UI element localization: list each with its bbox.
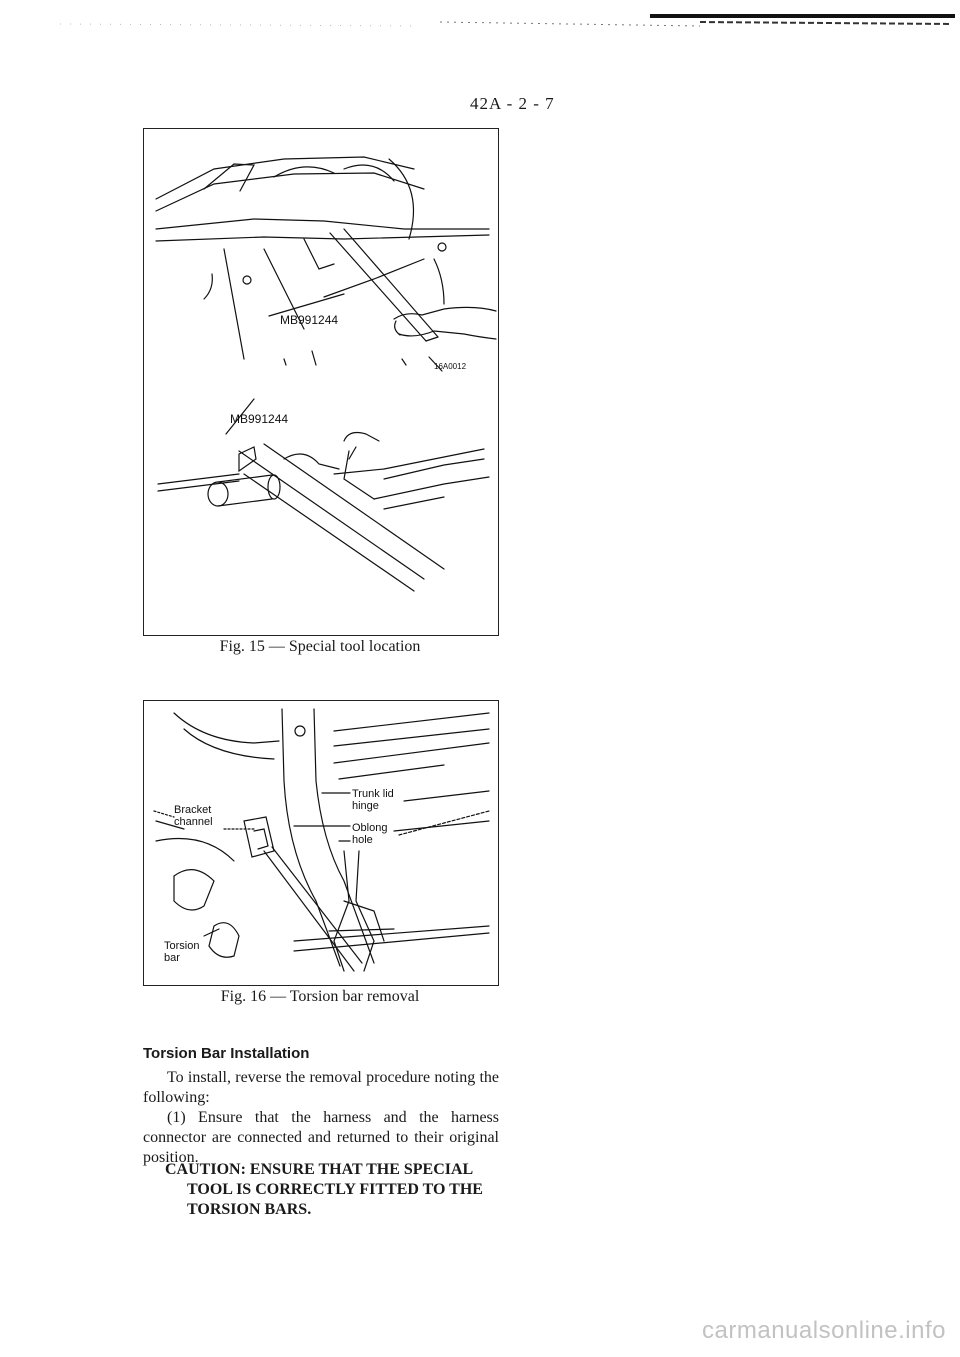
drawing-code: 16A0012 [434,362,467,371]
figure-15-special-tool-location [143,128,499,636]
watermark: carmanualsonline.info [702,1317,946,1344]
intro-paragraph: To install, reverse the removal procedure noting the following: [143,1069,499,1106]
figure-15-caption: Fig. 15 — Special tool location [219,638,421,655]
figure-16-caption: Fig. 16 — Torsion bar removal [220,988,420,1005]
figure-16-torsion-bar-removal [143,700,499,986]
bracket-channel-label: Bracket channel [174,804,213,828]
oblong-hole-label: Oblong hole [352,822,388,846]
section-heading: Torsion Bar Installation [143,1045,310,1062]
caution-note [165,1160,495,1220]
torsion-bar-label: Torsion bar [164,940,200,964]
step-1-paragraph: (1) Ensure that the harness and the harness connector are connected and returned to their original position. [143,1109,499,1166]
trunk-lid-hinge-label: Trunk lid hinge [352,788,394,812]
figure-16-illustration [144,701,498,985]
page-number: 42A - 2 - 7 [470,94,555,113]
caution-line: TORSION BARS. [187,1201,312,1218]
scan-artifact-bar [0,0,960,40]
caution-line: CAUTION: ENSURE THAT THE SPECIAL [165,1161,474,1178]
upper-tool-label: MB991244 [280,313,339,327]
caution-line: TOOL IS CORRECTLY FITTED TO THE [187,1181,483,1198]
lower-tool-label: MB991244 [230,412,289,426]
figure-15-illustration [144,129,498,635]
installation-text [143,1068,499,1168]
